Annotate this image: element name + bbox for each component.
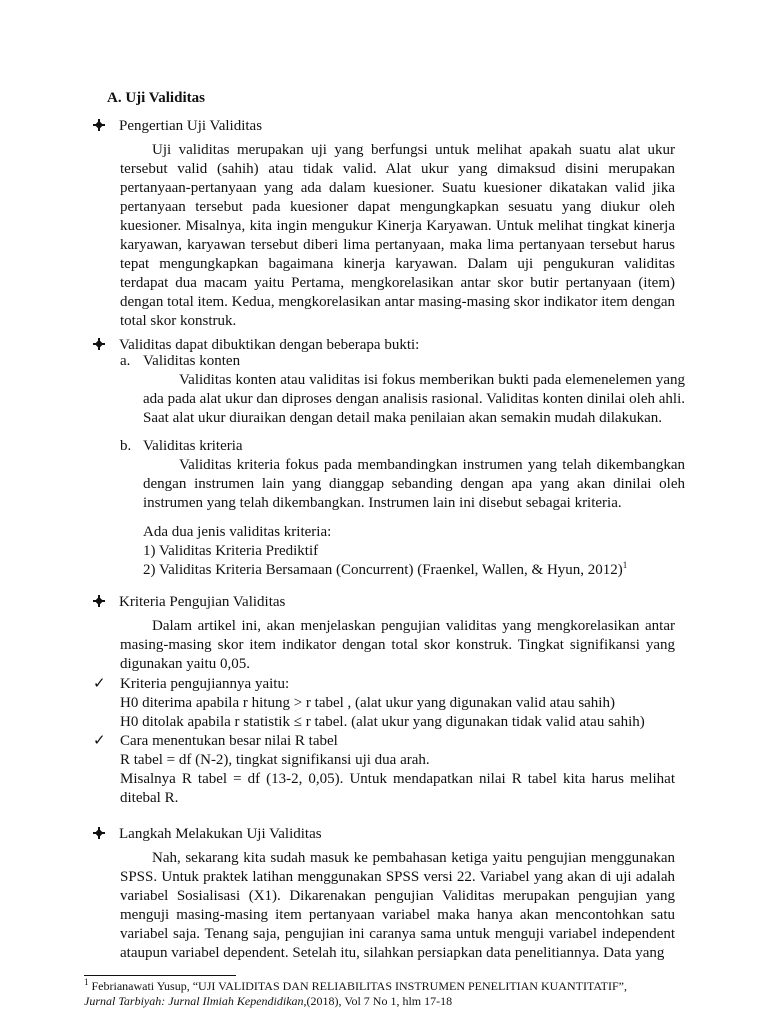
footnote-reference: 1: [622, 560, 628, 570]
paragraph-langkah: Nah, sekarang kita sudah masuk ke pembahasan ketiga yaitu pengujian menggunakan SPSS. Untuk praktek latihan menggunakan SPSS versi 22. Variabel yang akan di uji adalah variabel Sosialisasi (X1). Dikarenakan pengujian Validitas merupakan pengujian yang menguji masing-masing item pertanyaan variabel maka hanya akan mencontohkan satu variabel saja. Tenang saja, pengujian ini caranya sama untuk menguji variabel independent ataupun variabel dependent. Setelah itu, silahkan persiapkan data penelitiannya. Data yang: [120, 850, 675, 961]
diamond-bullet-icon: [93, 119, 105, 131]
criteria-type-2: 2) Validitas Kriteria Bersamaan (Concurrent) (Fraenkel, Wallen, & Hyun, 2012)$^1$: [143, 560, 628, 578]
r-table-example: Misalnya R tabel = df (13-2, 0,05). Untuk mendapatkan nilai R tabel kita harus melihat ditebal R.: [120, 771, 675, 806]
h0-accept-rule: H0 diterima apabila r hitung > r tabel , (alat ukur yang digunakan valid atau sahih): [120, 695, 615, 711]
bullet-title: Langkah Melakukan Uji Validitas: [119, 826, 322, 842]
paragraph-validitas-kriteria: Validitas kriteria fokus pada membandingkan instrumen yang telah dikembangkan dengan instrumen lain yang dianggap sebanding dengan apa yang akan dinilai oleh instrumen yang telah dikembangkan. Instrumen lain ini disebut sebagai kriteria.: [143, 457, 685, 511]
footnote: [84, 979, 684, 1009]
check-item-1: ✓ Kriteria pengujiannya yaitu:: [93, 676, 290, 692]
diamond-bullet-icon: [93, 595, 105, 607]
bullet-title: Pengertian Uji Validitas: [119, 118, 263, 134]
bullet-kriteria-pengujian: [93, 594, 285, 611]
criteria-type-1: 1) Validitas Kriteria Prediktif: [143, 543, 319, 559]
list-title-a: Validitas konten: [143, 353, 241, 369]
footnote-line-1: $^1$ Febrianawati Yusup, “UJI VALIDITAS DAN RELIABILITAS INSTRUMEN PENELITIAN KUANTITATIF”,: [84, 977, 627, 993]
bullet-langkah: [93, 826, 322, 843]
bullet-pengertian: [93, 118, 262, 135]
r-table-formula: R tabel = df (N-2), tingkat signifikansi uji dua arah.: [120, 752, 430, 768]
paragraph-validitas-konten: Validitas konten atau validitas isi fokus memberikan bukti pada elemenelemen yang ada pada alat ukur dan diproses dengan analisis rasional. Validitas konten dinilai oleh ahli. Saat alat ukur diuraikan dengan detail maka penilaian akan semakin mudah dilakukan.: [143, 372, 685, 426]
list-label-b: b.: [120, 438, 132, 454]
diamond-bullet-icon: [93, 827, 105, 839]
paragraph-kriteria: Dalam artikel ini, akan menjelaskan pengujian validitas yang mengkorelasikan antar masing-masing skor item indikator dengan total skor konstruk. Tingkat signifikansi yang digunakan yaitu 0,05.: [120, 618, 675, 672]
list-title-b: Validitas kriteria: [143, 438, 243, 454]
section-heading: A. Uji Validitas: [107, 90, 205, 106]
footnote-line-2: Jurnal Tarbiyah: Jurnal Ilmiah Kependidikan,(2018), Vol 7 No 1, hlm 17-18: [84, 994, 453, 1008]
check-item-2: ✓ Cara menentukan besar nilai R tabel: [93, 733, 338, 749]
bullet-title: Kriteria Pengujian Validitas: [119, 594, 286, 610]
bullet-title: Validitas dapat dibuktikan dengan beberapa bukti:: [119, 337, 420, 353]
h0-reject-rule: H0 ditolak apabila r statistik ≤ r tabel. (alat ukur yang digunakan tidak valid atau sahih): [120, 714, 645, 730]
footnote-divider: [84, 975, 236, 976]
check-mark-icon: ✓: [93, 676, 106, 692]
bullet-bukti: [93, 337, 419, 354]
check-mark-icon: ✓: [93, 733, 106, 749]
list-label-a: a.: [120, 353, 131, 369]
paragraph-pengertian: Uji validitas merupakan uji yang berfungsi untuk melihat apakah suatu alat ukur tersebut valid (sahih) atau tidak valid. Alat ukur yang dimaksud disini merupakan pertanyaan-pertanyaan yang ada dalam kuesioner. Suatu kuesioner dikatakan valid jika pertanyaan tersebut pada kuesioner dapat mengungkapkan sesuatu yang diukur oleh kuesioner. Misalnya, kita ingin mengukur Kinerja Karyawan. Untuk melihat tingkat kinerja karyawan, karyawan tersebut diberi lima pertanyaan, maka lima pertanyaan tersebut harus tepat mengungkapkan bagaimana kinerja karyawan. Dalam uji pengukuran validitas terdapat dua macam yaitu Pertama, mengkorelasikan antar skor butir pertanyaan (item) dengan total item. Kedua, mengkorelasikan antar masing-masing skor indikator item dengan total skor konstruk.: [120, 142, 675, 329]
diamond-bullet-icon: [93, 338, 105, 350]
criteria-types-intro: Ada dua jenis validitas kriteria:: [143, 524, 332, 540]
